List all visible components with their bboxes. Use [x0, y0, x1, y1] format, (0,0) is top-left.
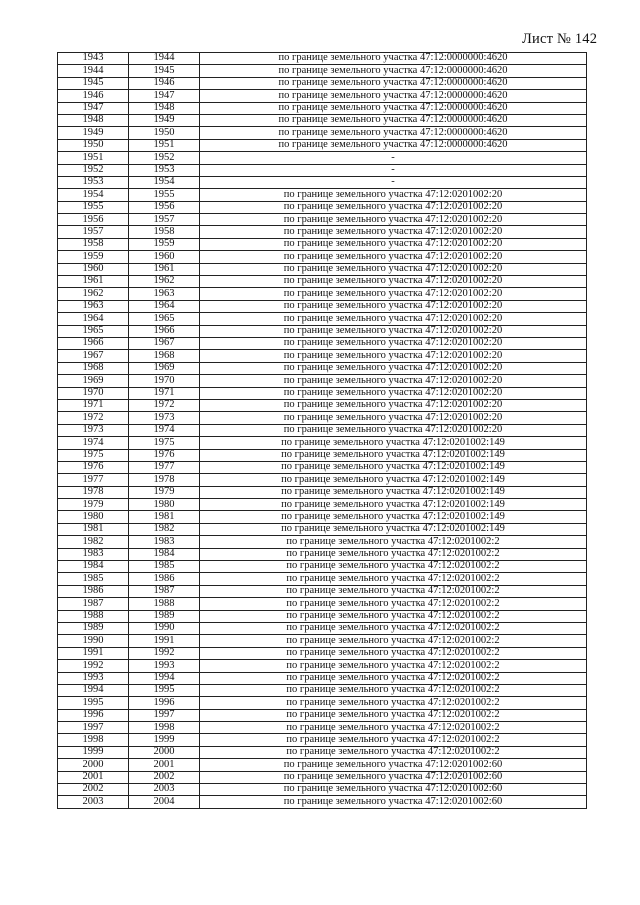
- to-point-cell: 1950: [129, 127, 200, 139]
- from-point-cell: 1980: [58, 511, 129, 523]
- table-row: [58, 189, 587, 201]
- from-point-cell: 1944: [58, 65, 129, 77]
- from-point-cell: 1998: [58, 734, 129, 746]
- description-cell: по границе земельного участка 47:12:0201002:2: [200, 548, 587, 560]
- to-point-cell: 1996: [129, 697, 200, 709]
- table-row: [58, 784, 587, 796]
- table-row: [58, 548, 587, 560]
- description-cell: по границе земельного участка 47:12:0201002:20: [200, 238, 587, 250]
- table-row: [58, 672, 587, 684]
- from-point-cell: 1990: [58, 635, 129, 647]
- from-point-cell: 1986: [58, 585, 129, 597]
- table-row: [58, 796, 587, 808]
- from-point-cell: 2003: [58, 796, 129, 808]
- to-point-cell: 1987: [129, 585, 200, 597]
- description-cell: -: [200, 152, 587, 164]
- description-cell: по границе земельного участка 47:12:0201002:2: [200, 622, 587, 634]
- description-cell: по границе земельного участка 47:12:0201002:60: [200, 771, 587, 783]
- to-point-cell: 1989: [129, 610, 200, 622]
- from-point-cell: 1975: [58, 449, 129, 461]
- to-point-cell: 2002: [129, 771, 200, 783]
- to-point-cell: 1972: [129, 399, 200, 411]
- to-point-cell: 1957: [129, 214, 200, 226]
- to-point-cell: 1953: [129, 164, 200, 176]
- table-row: [58, 709, 587, 721]
- description-cell: -: [200, 176, 587, 188]
- description-cell: по границе земельного участка 47:12:0201002:60: [200, 759, 587, 771]
- description-cell: по границе земельного участка 47:12:0201002:149: [200, 511, 587, 523]
- from-point-cell: 1953: [58, 176, 129, 188]
- to-point-cell: 1966: [129, 325, 200, 337]
- description-cell: по границе земельного участка 47:12:0201002:20: [200, 214, 587, 226]
- from-point-cell: 2001: [58, 771, 129, 783]
- from-point-cell: 1999: [58, 746, 129, 758]
- table-row: [58, 350, 587, 362]
- from-point-cell: 1981: [58, 523, 129, 535]
- table-row: [58, 486, 587, 498]
- to-point-cell: 1986: [129, 573, 200, 585]
- to-point-cell: 1995: [129, 684, 200, 696]
- from-point-cell: 1966: [58, 337, 129, 349]
- table-row: [58, 375, 587, 387]
- description-cell: по границе земельного участка 47:12:0201002:20: [200, 387, 587, 399]
- to-point-cell: 1983: [129, 536, 200, 548]
- description-cell: по границе земельного участка 47:12:0201002:60: [200, 796, 587, 808]
- description-cell: по границе земельного участка 47:12:0201002:2: [200, 684, 587, 696]
- from-point-cell: 1974: [58, 437, 129, 449]
- from-point-cell: 1987: [58, 598, 129, 610]
- description-cell: по границе земельного участка 47:12:0201002:2: [200, 697, 587, 709]
- to-point-cell: 2004: [129, 796, 200, 808]
- table-row: [58, 573, 587, 585]
- to-point-cell: 2001: [129, 759, 200, 771]
- to-point-cell: 1998: [129, 722, 200, 734]
- from-point-cell: 1970: [58, 387, 129, 399]
- description-cell: по границе земельного участка 47:12:0201002:2: [200, 647, 587, 659]
- description-cell: по границе земельного участка 47:12:0000000:4620: [200, 53, 587, 65]
- table-row: [58, 734, 587, 746]
- to-point-cell: 2000: [129, 746, 200, 758]
- description-cell: по границе земельного участка 47:12:0000000:4620: [200, 114, 587, 126]
- table-row: [58, 214, 587, 226]
- table-row: [58, 139, 587, 151]
- to-point-cell: 2003: [129, 784, 200, 796]
- from-point-cell: 1961: [58, 276, 129, 288]
- from-point-cell: 2000: [58, 759, 129, 771]
- to-point-cell: 1948: [129, 102, 200, 114]
- from-point-cell: 1963: [58, 300, 129, 312]
- from-point-cell: 1972: [58, 412, 129, 424]
- description-cell: по границе земельного участка 47:12:0201002:149: [200, 437, 587, 449]
- description-cell: по границе земельного участка 47:12:0201002:20: [200, 325, 587, 337]
- table-row: [58, 226, 587, 238]
- from-point-cell: 1945: [58, 77, 129, 89]
- description-cell: по границе земельного участка 47:12:0000000:4620: [200, 65, 587, 77]
- table-row: [58, 362, 587, 374]
- from-point-cell: 1948: [58, 114, 129, 126]
- to-point-cell: 1946: [129, 77, 200, 89]
- description-cell: по границе земельного участка 47:12:0201002:149: [200, 474, 587, 486]
- description-cell: по границе земельного участка 47:12:0201002:20: [200, 399, 587, 411]
- to-point-cell: 1959: [129, 238, 200, 250]
- description-cell: -: [200, 164, 587, 176]
- to-point-cell: 1999: [129, 734, 200, 746]
- description-cell: по границе земельного участка 47:12:0201002:2: [200, 610, 587, 622]
- to-point-cell: 1982: [129, 523, 200, 535]
- from-point-cell: 1949: [58, 127, 129, 139]
- to-point-cell: 1994: [129, 672, 200, 684]
- from-point-cell: 1989: [58, 622, 129, 634]
- table-row: [58, 449, 587, 461]
- table-row: [58, 238, 587, 250]
- to-point-cell: 1991: [129, 635, 200, 647]
- to-point-cell: 1969: [129, 362, 200, 374]
- to-point-cell: 1944: [129, 53, 200, 65]
- table-row: [58, 164, 587, 176]
- table-row: [58, 337, 587, 349]
- to-point-cell: 1965: [129, 313, 200, 325]
- description-cell: по границе земельного участка 47:12:0201002:2: [200, 598, 587, 610]
- from-point-cell: 1978: [58, 486, 129, 498]
- to-point-cell: 1963: [129, 288, 200, 300]
- from-point-cell: 1950: [58, 139, 129, 151]
- description-cell: по границе земельного участка 47:12:0201002:20: [200, 300, 587, 312]
- from-point-cell: 1955: [58, 201, 129, 213]
- description-cell: по границе земельного участка 47:12:0201002:20: [200, 251, 587, 263]
- table-row: [58, 523, 587, 535]
- from-point-cell: 1952: [58, 164, 129, 176]
- table-row: [58, 114, 587, 126]
- to-point-cell: 1974: [129, 424, 200, 436]
- from-point-cell: 1960: [58, 263, 129, 275]
- from-point-cell: 1956: [58, 214, 129, 226]
- table-row: [58, 660, 587, 672]
- to-point-cell: 1945: [129, 65, 200, 77]
- from-point-cell: 1996: [58, 709, 129, 721]
- table-row: [58, 53, 587, 65]
- table-row: [58, 722, 587, 734]
- from-point-cell: 1983: [58, 548, 129, 560]
- table-row: [58, 176, 587, 188]
- description-cell: по границе земельного участка 47:12:0201002:2: [200, 660, 587, 672]
- table-row: [58, 585, 587, 597]
- from-point-cell: 1947: [58, 102, 129, 114]
- description-cell: по границе земельного участка 47:12:0201002:20: [200, 189, 587, 201]
- to-point-cell: 1988: [129, 598, 200, 610]
- table-row: [58, 474, 587, 486]
- to-point-cell: 1980: [129, 499, 200, 511]
- to-point-cell: 1970: [129, 375, 200, 387]
- table-row: [58, 127, 587, 139]
- table-row: [58, 635, 587, 647]
- description-cell: по границе земельного участка 47:12:0201002:20: [200, 350, 587, 362]
- to-point-cell: 1956: [129, 201, 200, 213]
- to-point-cell: 1960: [129, 251, 200, 263]
- description-cell: по границе земельного участка 47:12:0201002:149: [200, 461, 587, 473]
- to-point-cell: 1973: [129, 412, 200, 424]
- to-point-cell: 1968: [129, 350, 200, 362]
- to-point-cell: 1952: [129, 152, 200, 164]
- table-row: [58, 424, 587, 436]
- table-row: [58, 598, 587, 610]
- table-row: [58, 387, 587, 399]
- table-row: [58, 461, 587, 473]
- to-point-cell: 1992: [129, 647, 200, 659]
- description-cell: по границе земельного участка 47:12:0201002:20: [200, 375, 587, 387]
- description-cell: по границе земельного участка 47:12:0201002:20: [200, 201, 587, 213]
- description-cell: по границе земельного участка 47:12:0000000:4620: [200, 127, 587, 139]
- from-point-cell: 1958: [58, 238, 129, 250]
- description-cell: по границе земельного участка 47:12:0201002:20: [200, 337, 587, 349]
- to-point-cell: 1984: [129, 548, 200, 560]
- to-point-cell: 1971: [129, 387, 200, 399]
- to-point-cell: 1958: [129, 226, 200, 238]
- description-cell: по границе земельного участка 47:12:0201002:20: [200, 424, 587, 436]
- from-point-cell: 1994: [58, 684, 129, 696]
- table-row: [58, 313, 587, 325]
- description-cell: по границе земельного участка 47:12:0201002:20: [200, 362, 587, 374]
- to-point-cell: 1962: [129, 276, 200, 288]
- table-row: [58, 90, 587, 102]
- to-point-cell: 1979: [129, 486, 200, 498]
- to-point-cell: 1976: [129, 449, 200, 461]
- description-cell: по границе земельного участка 47:12:0201002:20: [200, 276, 587, 288]
- table-row: [58, 511, 587, 523]
- description-cell: по границе земельного участка 47:12:0000000:4620: [200, 139, 587, 151]
- from-point-cell: 1957: [58, 226, 129, 238]
- from-point-cell: 1984: [58, 561, 129, 573]
- to-point-cell: 1978: [129, 474, 200, 486]
- table-row: [58, 561, 587, 573]
- table-row: [58, 684, 587, 696]
- to-point-cell: 1981: [129, 511, 200, 523]
- to-point-cell: 1954: [129, 176, 200, 188]
- from-point-cell: 1997: [58, 722, 129, 734]
- table-row: [58, 251, 587, 263]
- from-point-cell: 1992: [58, 660, 129, 672]
- to-point-cell: 1985: [129, 561, 200, 573]
- description-cell: по границе земельного участка 47:12:0201002:149: [200, 449, 587, 461]
- from-point-cell: 1993: [58, 672, 129, 684]
- from-point-cell: 1973: [58, 424, 129, 436]
- table-row: [58, 759, 587, 771]
- description-cell: по границе земельного участка 47:12:0201002:20: [200, 313, 587, 325]
- from-point-cell: 1962: [58, 288, 129, 300]
- description-cell: по границе земельного участка 47:12:0201002:149: [200, 499, 587, 511]
- table-row: [58, 622, 587, 634]
- table-row: [58, 399, 587, 411]
- table-row: [58, 647, 587, 659]
- table-row: [58, 77, 587, 89]
- from-point-cell: 1979: [58, 499, 129, 511]
- from-point-cell: 1943: [58, 53, 129, 65]
- from-point-cell: 1968: [58, 362, 129, 374]
- to-point-cell: 1975: [129, 437, 200, 449]
- from-point-cell: 2002: [58, 784, 129, 796]
- description-cell: по границе земельного участка 47:12:0201002:20: [200, 288, 587, 300]
- description-cell: по границе земельного участка 47:12:0201002:2: [200, 734, 587, 746]
- table-row: [58, 263, 587, 275]
- description-cell: по границе земельного участка 47:12:0201002:20: [200, 412, 587, 424]
- from-point-cell: 1982: [58, 536, 129, 548]
- description-cell: по границе земельного участка 47:12:0201002:2: [200, 585, 587, 597]
- description-cell: по границе земельного участка 47:12:0201002:20: [200, 263, 587, 275]
- table-row: [58, 746, 587, 758]
- description-cell: по границе земельного участка 47:12:0201002:2: [200, 536, 587, 548]
- to-point-cell: 1961: [129, 263, 200, 275]
- table-row: [58, 276, 587, 288]
- from-point-cell: 1967: [58, 350, 129, 362]
- from-point-cell: 1964: [58, 313, 129, 325]
- table-row: [58, 499, 587, 511]
- description-cell: по границе земельного участка 47:12:0201002:149: [200, 523, 587, 535]
- to-point-cell: 1977: [129, 461, 200, 473]
- to-point-cell: 1951: [129, 139, 200, 151]
- description-cell: по границе земельного участка 47:12:0201002:2: [200, 573, 587, 585]
- to-point-cell: 1949: [129, 114, 200, 126]
- description-cell: по границе земельного участка 47:12:0201002:2: [200, 561, 587, 573]
- to-point-cell: 1947: [129, 90, 200, 102]
- to-point-cell: 1990: [129, 622, 200, 634]
- from-point-cell: 1965: [58, 325, 129, 337]
- table-row: [58, 437, 587, 449]
- description-cell: по границе земельного участка 47:12:0201002:2: [200, 746, 587, 758]
- description-cell: по границе земельного участка 47:12:0201002:149: [200, 486, 587, 498]
- description-cell: по границе земельного участка 47:12:0201002:2: [200, 709, 587, 721]
- table-row: [58, 152, 587, 164]
- sheet-number: Лист № 142: [522, 31, 598, 47]
- table-row: [58, 65, 587, 77]
- from-point-cell: 1988: [58, 610, 129, 622]
- to-point-cell: 1997: [129, 709, 200, 721]
- from-point-cell: 1991: [58, 647, 129, 659]
- to-point-cell: 1993: [129, 660, 200, 672]
- table-row: [58, 771, 587, 783]
- from-point-cell: 1959: [58, 251, 129, 263]
- from-point-cell: 1985: [58, 573, 129, 585]
- to-point-cell: 1964: [129, 300, 200, 312]
- description-cell: по границе земельного участка 47:12:0000000:4620: [200, 77, 587, 89]
- table-row: [58, 412, 587, 424]
- from-point-cell: 1954: [58, 189, 129, 201]
- from-point-cell: 1946: [58, 90, 129, 102]
- table-row: [58, 536, 587, 548]
- from-point-cell: 1971: [58, 399, 129, 411]
- table-row: [58, 610, 587, 622]
- to-point-cell: 1955: [129, 189, 200, 201]
- table-row: [58, 697, 587, 709]
- description-cell: по границе земельного участка 47:12:0201002:2: [200, 635, 587, 647]
- description-cell: по границе земельного участка 47:12:0201002:60: [200, 784, 587, 796]
- table-row: [58, 325, 587, 337]
- from-point-cell: 1995: [58, 697, 129, 709]
- from-point-cell: 1976: [58, 461, 129, 473]
- table-row: [58, 102, 587, 114]
- description-cell: по границе земельного участка 47:12:0000000:4620: [200, 102, 587, 114]
- from-point-cell: 1977: [58, 474, 129, 486]
- description-cell: по границе земельного участка 47:12:0000000:4620: [200, 90, 587, 102]
- boundary-table: [57, 52, 587, 809]
- from-point-cell: 1951: [58, 152, 129, 164]
- table-row: [58, 300, 587, 312]
- to-point-cell: 1967: [129, 337, 200, 349]
- table-row: [58, 201, 587, 213]
- description-cell: по границе земельного участка 47:12:0201002:20: [200, 226, 587, 238]
- from-point-cell: 1969: [58, 375, 129, 387]
- description-cell: по границе земельного участка 47:12:0201002:2: [200, 722, 587, 734]
- description-cell: по границе земельного участка 47:12:0201002:2: [200, 672, 587, 684]
- table-row: [58, 288, 587, 300]
